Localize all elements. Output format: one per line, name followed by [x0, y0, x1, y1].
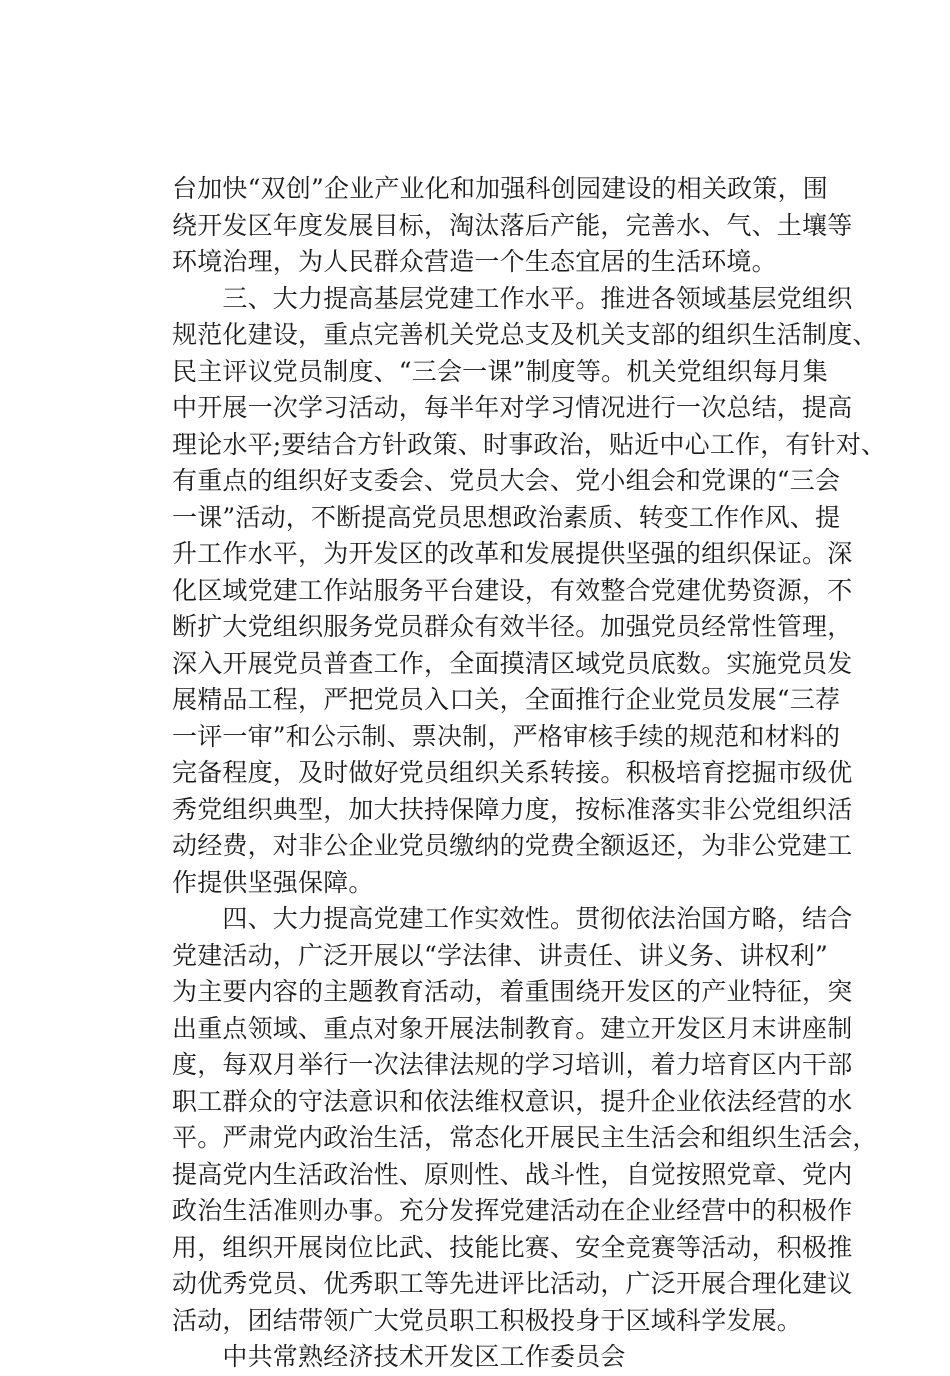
text-line: 作提供坚强保障。	[172, 867, 374, 897]
text-line: 绕开发区年度发展目标，淘汰落后产能，完善水、气、土壤等	[172, 210, 853, 240]
text-line: 用，组织开展岗位比武、技能比赛、安全竞赛等活动，积极推	[172, 1232, 853, 1262]
text-line: 出重点领域、重点对象开展法制教育。建立开发区月末讲座制	[172, 1013, 853, 1043]
text-line: 完备程度，及时做好党员组织关系转接。积极培育挖掘市级优	[172, 758, 853, 787]
text-line: 一评一审”和公示制、票决制，严格审核手续的规范和材料的	[172, 721, 841, 751]
text-line: 中开展一次学习活动，每半年对学习情况进行一次总结，提高	[172, 393, 853, 422]
section-heading-line: 四、大力提高党建工作实效性。贯彻依法治国方略，结合	[172, 904, 853, 933]
text-line: 秀党组织典型，加大扶持保障力度，按标准落实非公党组织活	[172, 794, 853, 824]
text-line: 断扩大党组织服务党员群众有效半径。加强党员经常性管理，	[172, 612, 853, 641]
signature-line: 中共常熟经济技术开发区工作委员会	[172, 1342, 626, 1371]
text-line: 台加快“双创”企业产业化和加强科创园建设的相关政策，围	[172, 174, 828, 203]
text-line: 一课”活动，不断提高党员思想政治素质、转变工作作风、提	[172, 502, 841, 532]
text-line: 升工作水平，为开发区的改革和发展提供坚强的组织保证。深	[172, 539, 853, 568]
text-line: 有重点的组织好支委会、党员大会、党小组会和党课的“三会	[172, 466, 841, 495]
text-line: 深入开展党员普查工作，全面摸清区域党员底数。实施党员发	[172, 648, 853, 678]
text-line: 职工群众的守法意识和依法维权意识，提升企业依法经营的水	[172, 1086, 853, 1116]
document-body	[172, 171, 887, 1376]
text-line: 为主要内容的主题教育活动，着重围绕开发区的产业特征，突	[172, 977, 853, 1006]
section-heading-line: 三、大力提高基层党建工作水平。推进各领域基层党组织	[172, 283, 853, 313]
text-line: 活动，团结带领广大党员职工积极投身于区域科学发展。	[172, 1305, 803, 1335]
text-line: 化区域党建工作站服务平台建设，有效整合党建优势资源，不	[172, 575, 853, 605]
text-line: 提高党内生活政治性、原则性、战斗性，自觉按照党章、党内	[172, 1159, 853, 1189]
text-line: 度，每双月举行一次法律法规的学习培训，着力培育区内干部	[172, 1050, 853, 1079]
text-line: 平。严肃党内政治生活，常态化开展民主生活会和组织生活会，	[172, 1123, 878, 1152]
text-line: 环境治理，为人民群众营造一个生态宜居的生活环境。	[172, 247, 777, 276]
text-line: 政治生活准则办事。充分发挥党建活动在企业经营中的积极作	[172, 1196, 853, 1225]
text-line: 民主评议党员制度、“三会一课”制度等。机关党组织每月集	[172, 356, 828, 386]
text-line: 展精品工程，严把党员入口关，全面推行企业党员发展“三荐	[172, 685, 841, 714]
text-line: 规范化建设，重点完善机关党总支及机关支部的组织生活制度、	[172, 320, 878, 349]
text-line: 动优秀党员、优秀职工等先进评比活动，广泛开展合理化建议	[172, 1269, 853, 1298]
text-line: 理论水平;要结合方针政策、时事政治，贴近中心工作，有针对、	[172, 429, 887, 459]
text-line: 党建活动，广泛开展以“学法律、讲责任、讲义务、讲权利”	[172, 940, 828, 970]
text-line: 动经费，对非公企业党员缴纳的党费全额返还，为非公党建工	[172, 831, 853, 860]
